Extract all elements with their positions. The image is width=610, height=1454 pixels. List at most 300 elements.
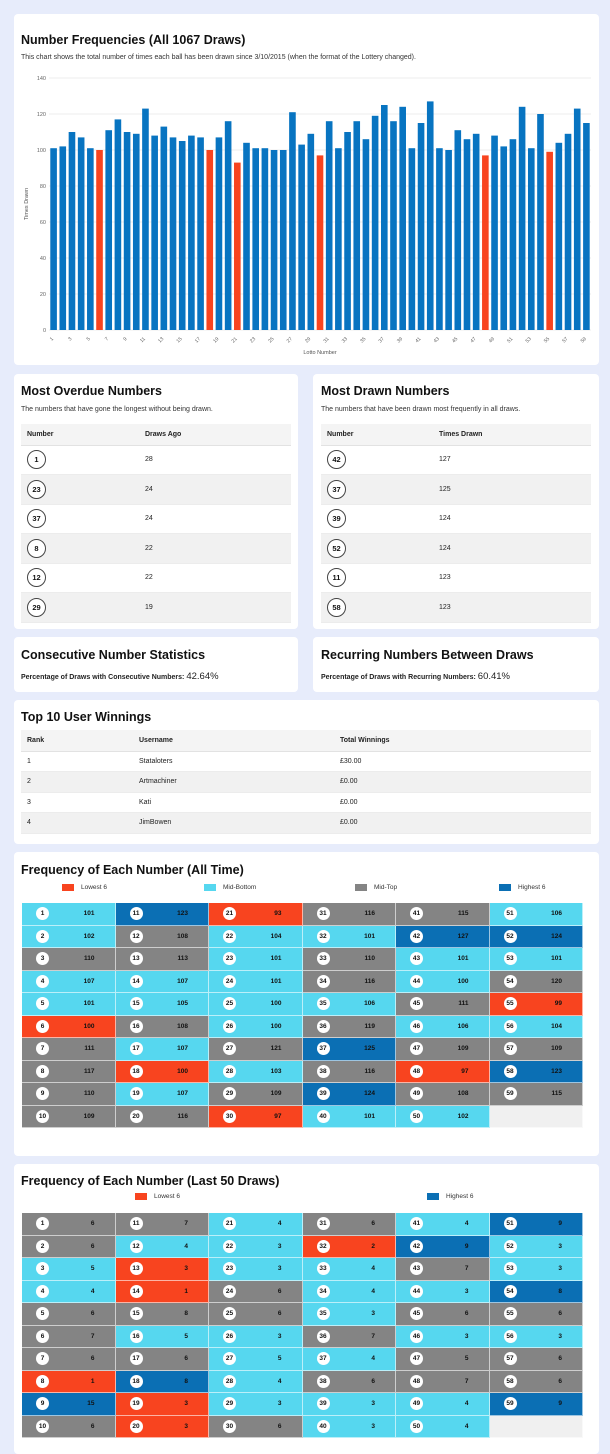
lotto-ball: 53 <box>504 952 517 965</box>
lotto-ball: 18 <box>130 1375 143 1388</box>
lotto-ball: 36 <box>317 1020 330 1033</box>
frequency-cell <box>396 1061 490 1084</box>
frequency-value: 103 <box>270 1067 282 1075</box>
bar <box>546 152 553 330</box>
x-tick-label: 53 <box>524 336 533 345</box>
chart-description: This chart shows the total number of times each ball has been drawn since 3/10/2015 (when the format of the Lottery changed). <box>21 54 416 61</box>
lotto-ball: 15 <box>130 997 143 1010</box>
frequency-value: 120 <box>551 977 562 985</box>
lotto-ball: 11 <box>130 1217 143 1230</box>
frequency-value: 4 <box>371 1287 375 1295</box>
bar <box>308 134 315 330</box>
frequency-cell <box>22 1258 116 1281</box>
overdue-title: Most Overdue Numbers <box>21 384 163 398</box>
frequency-value: 3 <box>558 1242 562 1250</box>
lotto-ball: 50 <box>410 1110 423 1123</box>
frequency-cell <box>22 1348 116 1371</box>
bar <box>399 107 406 330</box>
x-tick-label: 59 <box>579 336 588 345</box>
table-row <box>21 534 291 564</box>
frequency-value: 7 <box>90 1332 95 1340</box>
lotto-ball: 52 <box>504 930 517 943</box>
lotto-ball: 58 <box>504 1065 517 1078</box>
frequency-cell <box>209 1303 303 1326</box>
frequency-cell <box>396 1106 490 1129</box>
frequency-cell <box>116 971 210 994</box>
lotto-ball: 47 <box>410 1042 423 1055</box>
lotto-ball: 54 <box>504 975 517 988</box>
frequency-value: 115 <box>551 1090 562 1098</box>
lotto-ball: 16 <box>130 1020 143 1033</box>
lotto-ball: 55 <box>504 1307 517 1320</box>
table-row <box>21 563 291 593</box>
frequency-cell <box>396 1213 490 1236</box>
lotto-ball: 11 <box>327 568 346 587</box>
frequency-cell <box>490 903 584 926</box>
frequency-value: 6 <box>90 1310 95 1318</box>
last-50-legend-highest-label: Highest 6 <box>446 1193 474 1200</box>
value-cell: 123 <box>433 593 591 623</box>
x-tick-label: 43 <box>432 336 441 345</box>
lotto-ball: 28 <box>223 1065 236 1078</box>
frequency-cell <box>116 1083 210 1106</box>
lotto-ball: 22 <box>223 1240 236 1253</box>
frequency-cell <box>209 926 303 949</box>
lotto-ball: 42 <box>410 930 423 943</box>
winnings-col-rank: Rank <box>21 730 133 751</box>
frequency-value: 107 <box>177 1045 188 1053</box>
lotto-ball: 23 <box>223 1262 236 1275</box>
y-axis-label: Times Drawn <box>24 187 30 221</box>
frequency-cell <box>490 1038 584 1061</box>
frequency-value: 7 <box>371 1332 375 1340</box>
lotto-ball: 39 <box>327 509 346 528</box>
value-cell: 125 <box>433 475 591 505</box>
number-cell <box>21 593 139 623</box>
frequency-value: 3 <box>184 1422 188 1430</box>
frequency-value: 7 <box>464 1265 469 1273</box>
winnings-card <box>14 700 599 844</box>
frequency-value: 4 <box>464 1220 469 1228</box>
value-cell: 19 <box>139 593 291 623</box>
lotto-ball: 34 <box>317 975 330 988</box>
lotto-ball: 43 <box>410 1262 423 1275</box>
frequency-cell <box>22 1213 116 1236</box>
x-tick-label: 47 <box>469 336 478 345</box>
bar <box>565 134 572 330</box>
lotto-ball: 3 <box>36 1262 49 1275</box>
lotto-ball: 44 <box>410 1285 423 1298</box>
frequency-cell <box>22 1038 116 1061</box>
frequency-cell <box>22 971 116 994</box>
lotto-ball: 59 <box>504 1397 517 1410</box>
frequency-value: 5 <box>277 1355 282 1363</box>
frequency-value: 6 <box>90 1355 95 1363</box>
winnings-rank-cell: 3 <box>21 792 133 813</box>
frequency-value: 104 <box>270 932 282 940</box>
frequency-value: 6 <box>277 1310 282 1318</box>
frequency-value: 3 <box>277 1400 282 1408</box>
winnings-rank-cell: 1 <box>21 751 133 772</box>
number-cell <box>21 563 139 593</box>
value-cell: 24 <box>139 475 291 505</box>
frequency-value: 121 <box>270 1045 282 1053</box>
frequency-value: 7 <box>464 1377 469 1385</box>
x-tick-label: 21 <box>230 336 239 345</box>
frequency-value: 15 <box>87 1400 95 1408</box>
recurring-value: 60.41% <box>477 671 511 682</box>
frequency-value: 93 <box>274 910 282 918</box>
frequency-value: 106 <box>457 1022 469 1030</box>
y-tick-label: 140 <box>36 76 46 82</box>
lotto-ball: 33 <box>317 1262 330 1275</box>
y-tick-label: 60 <box>39 220 46 226</box>
lotto-ball: 58 <box>327 598 346 617</box>
frequency-cell <box>116 1348 210 1371</box>
winnings-total-cell: £0.00 <box>334 772 591 793</box>
frequency-value: 3 <box>371 1400 375 1408</box>
lotto-ball: 42 <box>410 1240 423 1253</box>
lotto-ball: 39 <box>317 1087 330 1100</box>
legend-mid-top-swatch <box>355 884 367 891</box>
x-tick-label: 27 <box>285 336 294 345</box>
frequency-cell <box>490 1371 584 1394</box>
last-50-legend-lowest <box>135 1193 180 1200</box>
x-tick-label: 5 <box>85 336 92 343</box>
overdue-col-number: Number <box>21 424 139 445</box>
table-row <box>21 772 591 793</box>
table-row <box>21 475 291 505</box>
frequency-value: 3 <box>464 1332 469 1340</box>
frequency-cell <box>490 1083 584 1106</box>
bar <box>583 123 590 330</box>
winnings-user-cell: Artmachiner <box>133 772 334 793</box>
frequency-chart-card <box>14 14 599 365</box>
lotto-ball: 1 <box>36 1217 49 1230</box>
frequency-value: 111 <box>84 1045 95 1053</box>
bar <box>206 150 213 330</box>
lotto-ball: 8 <box>36 1065 49 1078</box>
lotto-ball: 5 <box>36 1307 49 1320</box>
lotto-ball: 12 <box>130 1240 143 1253</box>
frequency-cell <box>396 1281 490 1304</box>
frequency-value: 108 <box>177 932 188 940</box>
frequency-value: 3 <box>184 1265 188 1273</box>
frequency-value: 8 <box>184 1310 188 1318</box>
lotto-ball: 24 <box>223 1285 236 1298</box>
legend-lowest-label: Lowest 6 <box>81 884 108 891</box>
lotto-ball: 41 <box>410 1217 423 1230</box>
frequency-value: 101 <box>270 977 282 985</box>
frequency-cell <box>303 1348 397 1371</box>
bar <box>519 107 526 330</box>
table-row <box>21 813 591 834</box>
x-tick-label: 11 <box>138 336 147 345</box>
table-row <box>21 593 291 623</box>
last-50-legend-highest-swatch <box>427 1193 439 1200</box>
frequency-value: 101 <box>83 1000 95 1008</box>
bar <box>335 148 342 330</box>
frequency-value: 101 <box>457 955 469 963</box>
frequency-value: 119 <box>364 1022 375 1030</box>
lotto-ball: 1 <box>36 907 49 920</box>
frequency-value: 100 <box>177 1067 188 1075</box>
frequency-cell <box>396 1348 490 1371</box>
lotto-ball: 53 <box>504 1262 517 1275</box>
frequency-value: 109 <box>270 1090 282 1098</box>
frequency-cell <box>490 1326 584 1349</box>
bar <box>179 141 186 330</box>
most-drawn-card <box>313 374 599 629</box>
frequency-cell <box>303 993 397 1016</box>
frequency-value: 108 <box>177 1022 188 1030</box>
frequency-value: 4 <box>184 1242 188 1250</box>
most-drawn-title: Most Drawn Numbers <box>321 384 450 398</box>
frequency-value: 101 <box>551 955 562 963</box>
frequency-value: 6 <box>184 1355 188 1363</box>
last-50-legend-lowest-label: Lowest 6 <box>154 1193 181 1200</box>
frequency-value: 6 <box>371 1377 375 1385</box>
frequency-value: 125 <box>364 1045 375 1053</box>
y-tick-label: 100 <box>36 148 46 154</box>
consecutive-label: Percentage of Draws with Consecutive Numbers: <box>21 674 185 681</box>
frequency-value: 3 <box>558 1265 562 1273</box>
winnings-col-total: Total Winnings <box>334 730 591 751</box>
lotto-ball: 13 <box>130 1262 143 1275</box>
lotto-ball: 45 <box>410 1307 423 1320</box>
frequency-value: 110 <box>364 955 375 963</box>
y-tick-label: 0 <box>42 328 46 334</box>
x-tick-label: 39 <box>395 336 405 345</box>
frequency-value: 3 <box>371 1310 375 1318</box>
bar <box>491 136 498 330</box>
frequency-cell <box>116 1303 210 1326</box>
frequency-value: 116 <box>364 977 375 985</box>
consecutive-card <box>14 637 298 692</box>
lotto-ball: 5 <box>36 997 49 1010</box>
lotto-ball: 4 <box>36 1285 49 1298</box>
frequency-value: 107 <box>83 977 95 985</box>
winnings-col-username: Username <box>133 730 334 751</box>
lotto-ball: 34 <box>317 1285 330 1298</box>
bar <box>473 134 480 330</box>
lotto-ball: 2 <box>36 1240 49 1253</box>
frequency-value: 107 <box>177 977 188 985</box>
frequency-value: 107 <box>177 1090 188 1098</box>
empty-cell <box>490 1106 584 1129</box>
x-tick-label: 41 <box>414 336 423 345</box>
most-drawn-col-times: Times Drawn <box>433 424 591 445</box>
frequency-cell <box>209 1083 303 1106</box>
bar <box>427 101 434 330</box>
consecutive-title: Consecutive Number Statistics <box>21 648 206 662</box>
number-cell <box>21 504 139 534</box>
lotto-ball: 59 <box>504 1087 517 1100</box>
table-row <box>321 563 591 593</box>
frequency-value: 8 <box>558 1287 562 1295</box>
lotto-ball: 19 <box>130 1087 143 1100</box>
frequency-cell <box>303 1236 397 1259</box>
frequency-cell <box>303 1326 397 1349</box>
frequency-value: 97 <box>274 1112 282 1120</box>
all-time-title: Frequency of Each Number (All Time) <box>21 863 244 877</box>
frequency-value: 6 <box>464 1310 469 1318</box>
frequency-value: 1 <box>90 1377 95 1385</box>
frequency-cell <box>396 1016 490 1039</box>
number-cell <box>321 534 433 564</box>
lotto-ball: 4 <box>36 975 49 988</box>
lotto-ball: 29 <box>223 1397 236 1410</box>
lotto-ball: 14 <box>130 1285 143 1298</box>
bar <box>87 148 94 330</box>
frequency-value: 102 <box>457 1112 469 1120</box>
frequency-cell <box>303 1393 397 1416</box>
frequency-value: 6 <box>558 1310 562 1318</box>
lotto-ball: 49 <box>410 1087 423 1100</box>
frequency-value: 110 <box>84 1090 95 1098</box>
consecutive-value: 42.64% <box>186 671 219 682</box>
frequency-cell <box>209 1213 303 1236</box>
value-cell: 123 <box>433 563 591 593</box>
bar <box>390 121 397 330</box>
frequency-bar-chart <box>14 14 599 365</box>
x-axis-label: Lotto Number <box>303 350 337 356</box>
lotto-ball: 57 <box>504 1042 517 1055</box>
lotto-ball: 38 <box>317 1065 330 1078</box>
x-tick-label: 1 <box>48 336 56 343</box>
frequency-value: 3 <box>277 1265 282 1273</box>
frequency-value: 4 <box>464 1422 469 1430</box>
x-tick-label: 37 <box>377 336 386 345</box>
x-tick-label: 7 <box>103 336 111 343</box>
lotto-ball: 6 <box>36 1330 49 1343</box>
frequency-value: 2 <box>371 1242 375 1250</box>
bar <box>418 123 425 330</box>
lotto-ball: 37 <box>317 1352 330 1365</box>
lotto-ball: 25 <box>223 997 236 1010</box>
frequency-value: 4 <box>371 1265 375 1273</box>
bar <box>96 150 103 330</box>
frequency-cell <box>396 1371 490 1394</box>
frequency-value: 3 <box>184 1400 188 1408</box>
x-tick-label: 29 <box>304 336 313 345</box>
winnings-user-cell: Kati <box>133 792 334 813</box>
frequency-value: 116 <box>177 1112 188 1120</box>
lotto-ball: 24 <box>223 975 236 988</box>
most-drawn-col-number: Number <box>321 424 433 445</box>
lotto-ball: 41 <box>410 907 423 920</box>
frequency-value: 5 <box>90 1265 95 1273</box>
lotto-ball: 32 <box>317 1240 330 1253</box>
y-tick-label: 120 <box>36 112 46 118</box>
legend-mid-top <box>355 884 397 891</box>
lotto-ball: 6 <box>36 1020 49 1033</box>
bar <box>317 155 324 330</box>
bar <box>344 132 351 330</box>
bar <box>510 139 517 330</box>
bar <box>409 148 416 330</box>
lotto-ball: 10 <box>36 1420 49 1433</box>
frequency-value: 99 <box>554 1000 562 1008</box>
frequency-cell <box>303 1038 397 1061</box>
lotto-ball: 17 <box>130 1042 143 1055</box>
frequency-cell <box>22 1061 116 1084</box>
frequency-cell <box>116 1061 210 1084</box>
recurring-label: Percentage of Draws with Recurring Numbers: <box>321 674 476 681</box>
most-drawn-table <box>321 424 591 623</box>
winnings-user-cell: JimBowen <box>133 813 334 834</box>
lotto-ball: 8 <box>27 539 46 558</box>
legend-highest-label: Highest 6 <box>518 884 546 891</box>
lotto-ball: 35 <box>317 1307 330 1320</box>
value-cell: 124 <box>433 534 591 564</box>
lotto-ball: 18 <box>130 1065 143 1078</box>
frequency-cell <box>209 903 303 926</box>
lotto-ball: 17 <box>130 1352 143 1365</box>
lotto-ball: 29 <box>223 1087 236 1100</box>
lotto-ball: 12 <box>130 930 143 943</box>
winnings-table <box>21 730 591 834</box>
frequency-cell <box>490 1348 584 1371</box>
x-tick-label: 57 <box>561 336 570 345</box>
frequency-cell <box>116 1038 210 1061</box>
frequency-value: 105 <box>177 1000 188 1008</box>
bar <box>271 150 278 330</box>
lotto-ball: 37 <box>327 480 346 499</box>
lotto-ball: 22 <box>223 930 236 943</box>
frequency-value: 4 <box>371 1355 375 1363</box>
lotto-ball: 44 <box>410 975 423 988</box>
winnings-total-cell: £0.00 <box>334 813 591 834</box>
lotto-ball: 51 <box>504 907 517 920</box>
last-50-frequency-card <box>14 1164 599 1454</box>
frequency-cell <box>22 926 116 949</box>
frequency-cell <box>490 1016 584 1039</box>
frequency-value: 123 <box>551 1067 562 1075</box>
value-cell: 127 <box>433 445 591 475</box>
table-row <box>21 792 591 813</box>
frequency-value: 101 <box>364 1112 375 1120</box>
table-row <box>321 534 591 564</box>
legend-mid-bottom-label: Mid-Bottom <box>223 884 257 891</box>
frequency-value: 115 <box>458 910 469 918</box>
lotto-ball: 36 <box>317 1330 330 1343</box>
lotto-ball: 56 <box>504 1330 517 1343</box>
frequency-cell <box>209 1371 303 1394</box>
bar <box>124 132 131 330</box>
frequency-value: 101 <box>270 955 282 963</box>
lotto-ball: 19 <box>130 1397 143 1410</box>
bar <box>151 136 158 330</box>
lotto-ball: 26 <box>223 1020 236 1033</box>
bar <box>326 121 333 330</box>
frequency-value: 100 <box>270 1022 282 1030</box>
x-tick-label: 9 <box>122 336 129 343</box>
frequency-cell <box>303 926 397 949</box>
lotto-ball: 23 <box>223 952 236 965</box>
lotto-ball: 11 <box>130 907 143 920</box>
last-50-title: Frequency of Each Number (Last 50 Draws) <box>21 1174 280 1188</box>
frequency-value: 108 <box>457 1090 469 1098</box>
all-time-grid <box>22 903 583 1128</box>
frequency-cell <box>396 1258 490 1281</box>
x-tick-label: 31 <box>322 336 331 345</box>
frequency-value: 100 <box>83 1022 95 1030</box>
lotto-ball: 8 <box>36 1375 49 1388</box>
frequency-value: 113 <box>177 955 188 963</box>
table-row <box>21 504 291 534</box>
frequency-cell <box>22 1393 116 1416</box>
